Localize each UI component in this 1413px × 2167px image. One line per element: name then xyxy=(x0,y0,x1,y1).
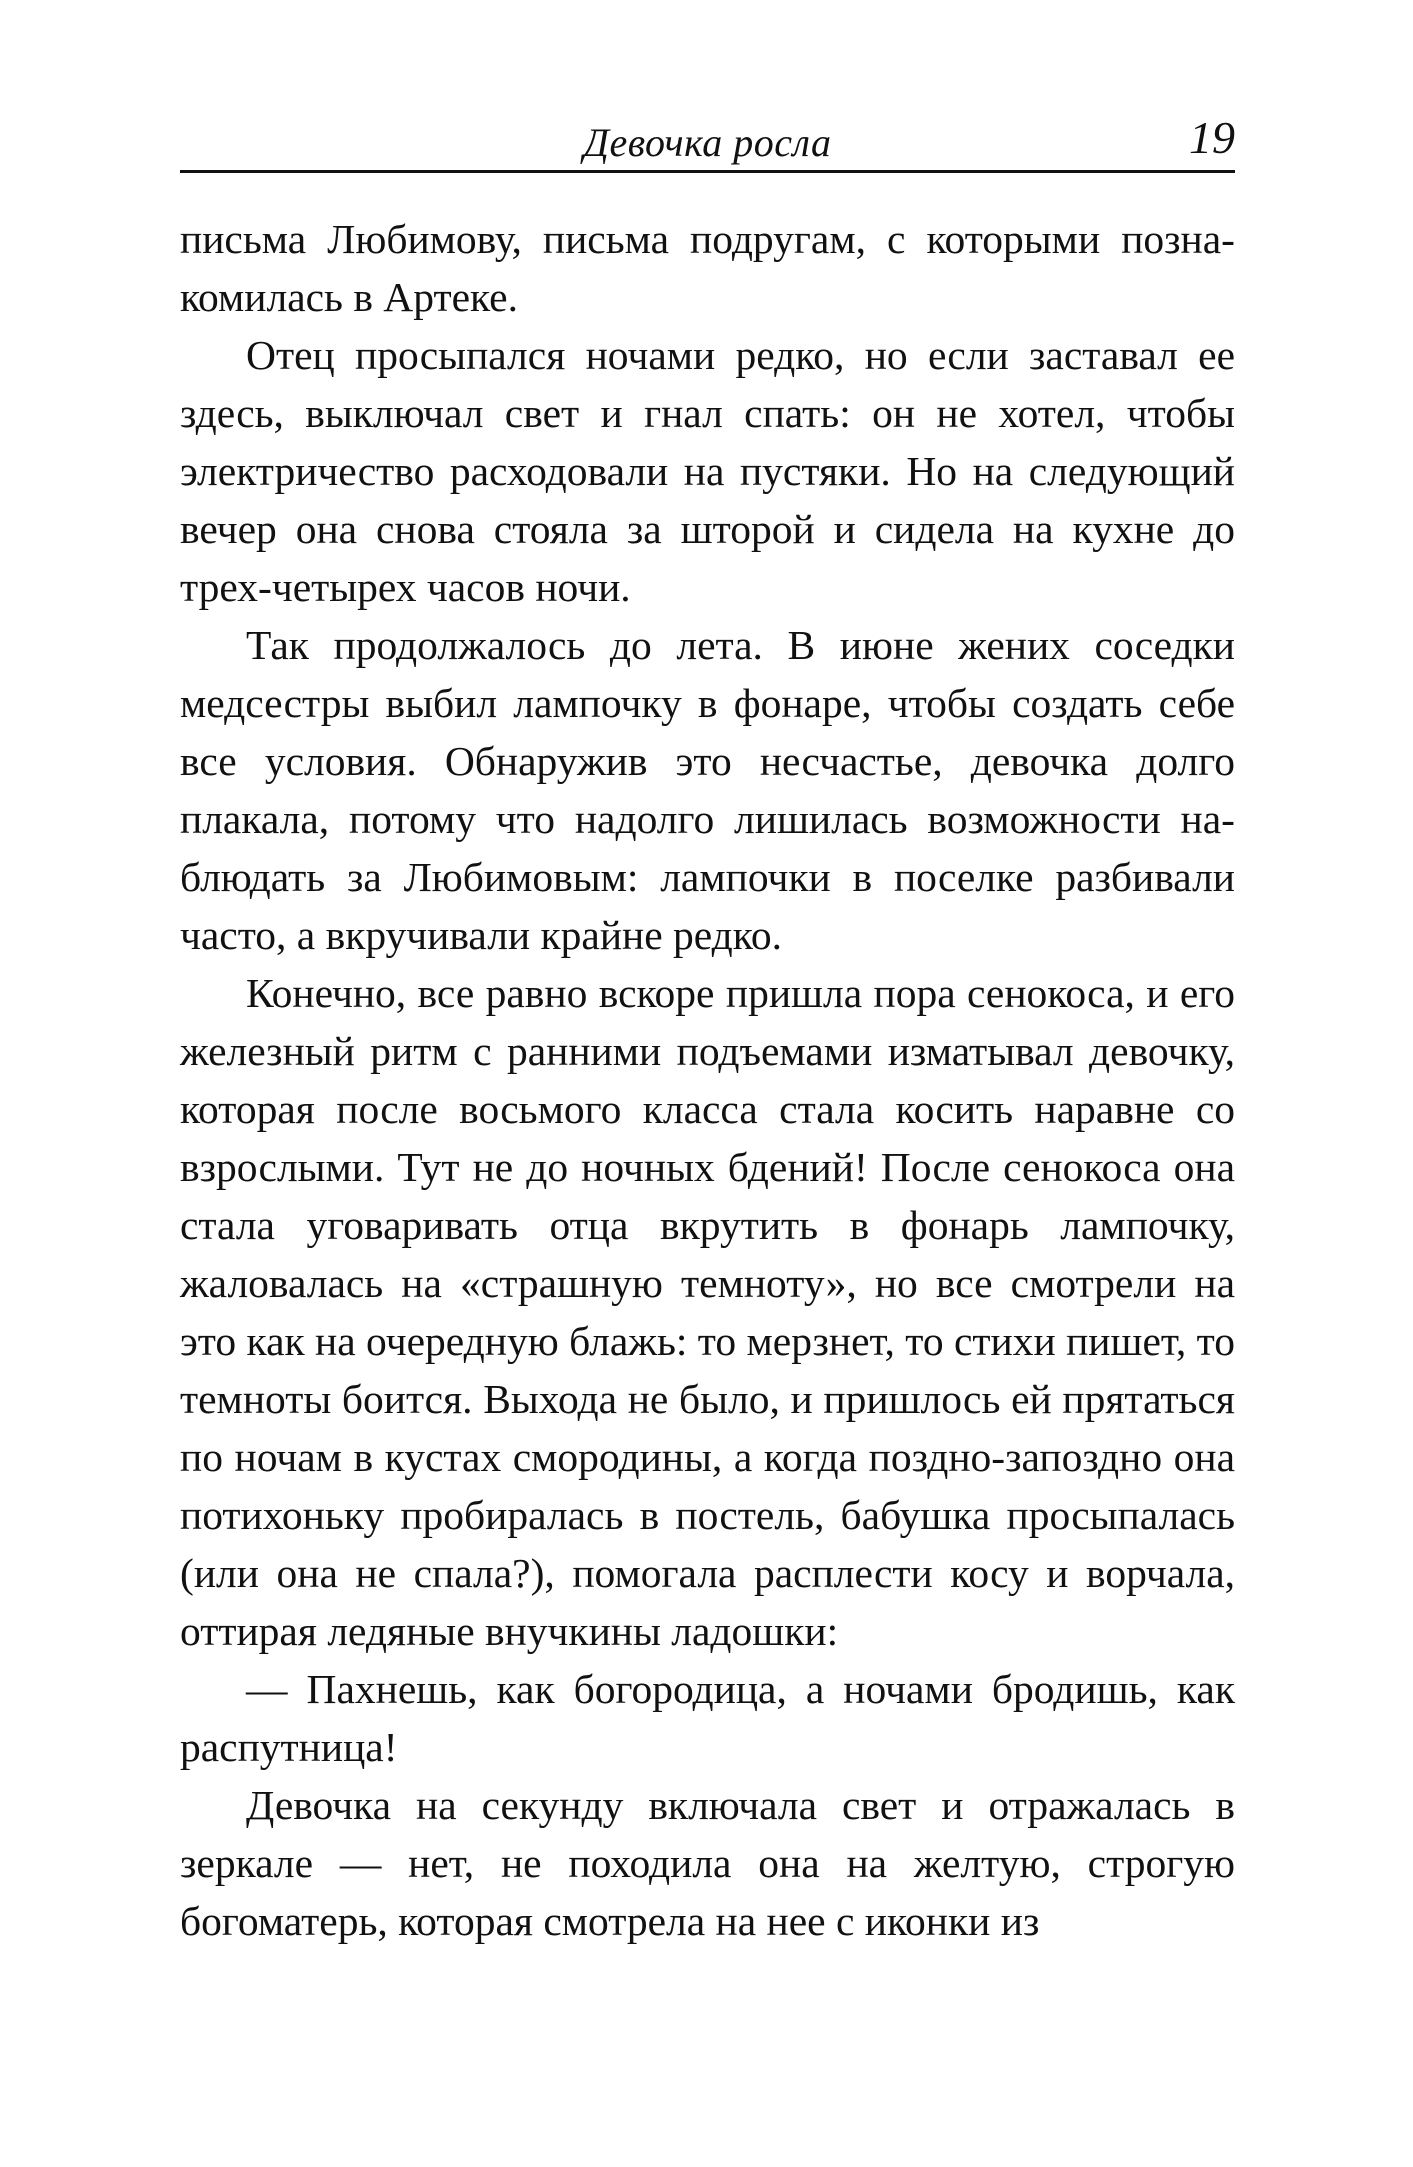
header-rule xyxy=(180,170,1235,173)
body-text xyxy=(180,210,1235,1950)
paragraph-1: письма Любимову, письма подругам, с которыми познакомилась в Артеке. xyxy=(180,216,1235,320)
paragraph-5-dialogue: — Пахнешь, как богородица, а ночами бродишь, как распутница! xyxy=(180,1666,1235,1770)
running-title: Девочка росла xyxy=(583,120,832,165)
paragraph-3: Так продолжалось до лета. В июне жених соседки медсестры выбил лампочку в фонаре, чтобы создать себе все условия. Обнаружив это несчастье, девочка долго плакала, потому что надолго лишилась возможности наблюдать за Любимовым: лампочки в поселке разбивали часто, а вкручивали крайне редко. xyxy=(180,622,1235,958)
paragraph-4: Конечно, все равно вскоре пришла пора сенокоса, и его железный ритм с ранними подъемами изматывал девочку, которая после восьмого класса стала косить наравне со взрослыми. Тут не до ночных бдений! После сенокоса она стала уговаривать отца вкрутить в фонарь лампочку, жаловалась на «страшную темноту», но все смотрели на это как на очередную блажь: то мерзнет, то стихи пишет, то темноты боится. Выхода не было, и пришлось ей прятаться по ночам в кустах смородины, а когда поздно-запоздно она потихоньку пробиралась в постель, бабушка просыпалась (или она не спала?), помогала расплести косу и ворчала, оттирая ледяные внучкины ладошки: xyxy=(180,970,1235,1654)
running-head xyxy=(180,110,1235,170)
paragraph-6: Девочка на секунду включала свет и отражалась в зеркале — нет, не походила она на желтую, строгую богоматерь, которая смотрела на нее с иконки из xyxy=(180,1782,1235,1944)
paragraph-2: Отец просыпался ночами редко, но если заставал ее здесь, выключал свет и гнал спать: он не хотел, чтобы электричество расходовали на пустяки. Но на следующий вечер она снова стояла за шторой и сидела на кухне до трех-четырех часов ночи. xyxy=(180,332,1235,610)
page-number: 19 xyxy=(1189,112,1235,163)
